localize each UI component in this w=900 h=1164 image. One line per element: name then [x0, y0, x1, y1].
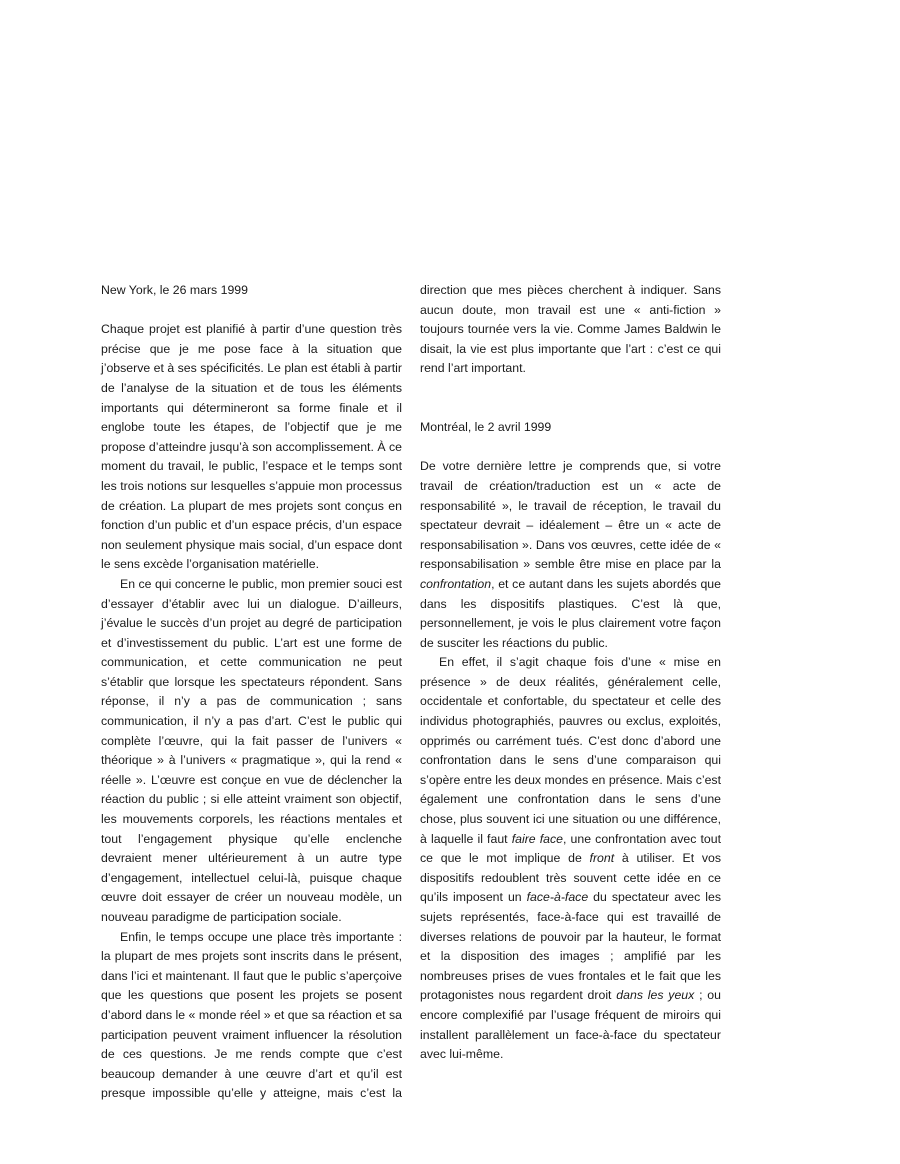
- letter2-p2-emphasis-3: face-à-face: [526, 890, 589, 905]
- letter2-p2-text-a: En effet, il s’agit chaque fois d’une « mise en présence » de deux réalités, généralement celle, occidentale et confortable, du spectateur et celle des individus photographiés, pauvres ou exclus, exploités, opprimés ou carrément tués. C’est donc d’abord une confrontation dans le sens d’une comparaison qui s’opère entre les deux mondes en présence. Mais c’est également une confrontation dans le sens d’une chose, plus souvent ici une situation ou une différence, à laquelle il faut: [420, 655, 721, 846]
- letter2-p2-emphasis-2: front: [589, 851, 615, 866]
- letter2-p2-emphasis-1: faire face: [511, 831, 563, 846]
- letter2-p2-emphasis-4: dans les yeux: [616, 988, 695, 1003]
- letter1-paragraph-2: En ce qui concerne le public, mon premier souci est d’essayer d’établir avec lui un dialogue. D’ailleurs, j’évalue le succès d’un projet au degré de participation et d’investissement du public. L’art est une forme de communication, et cette communication ne peut s’établir que lorsque les spectateurs répondent. Sans réponse, il n’y a pas de communication ; sans communication, il n’y a pas d’art. C’est le public qui complète l’œuvre, qui la fait passer de l’univers « théorique » à l’univers « pragmatique », qui la rend « réelle ». L’œuvre est conçue en vue de déclencher la réaction du public ; si elle atteint vraiment son objectif, les mouvements corporels, les réactions mentales et tout l’engagement physique qu’elle enclenche devraient mener ultérieurement à un autre type d’engagement, intellectuel celui-là, puisque chaque œuvre doit essayer de créer un nouveau modèle, un nouveau paradigme de participation sociale.: [101, 576, 402, 924]
- letter2-p2-text-d: du spectateur avec les sujets représentés, face-à-face qui est travaillé de diverses relations de pouvoir par la hauteur, le format et la disposition des images ; amplifié par les nombreuses prises de vues frontales et le fait que les protagonistes nous regardent droit: [420, 890, 721, 1003]
- letter1-paragraph-1: Chaque projet est planifié à partir d’une question très précise que je me pose face à la situation que j’observe et à ses spécificités. Le plan est établi à partir de l’analyse de la situation et de tous les éléments importants qui détermineront sa forme finale et il englobe toute les étapes, de l’objectif que je me propose d’atteindre jusqu’à son accomplissement. À ce moment du travail, le public, l’espace et le temps sont les trois notions sur lesquelles s’appuie mon processus de création. La plupart de mes projets sont conçus en fonction d’un public et d’un espace précis, d’un espace non seulement physique mais social, d’un espace dont le sens excède l’organisation matérielle.: [101, 322, 402, 572]
- letter2-p2-text-c: à utiliser. Et vos dispositifs redoublent très souvent cette idée en ce qu’ils imposent un: [420, 851, 722, 905]
- left-column: [101, 281, 402, 1104]
- letter2-p2-text-e: ; ou encore complexifié par l’usage fréquent de miroirs qui installent parallèlement un face-à-face du spectateur avec lui-même.: [420, 988, 721, 1062]
- letter2-p1-text-a: De votre dernière lettre je comprends que, si votre travail de création/traduction est un « acte de responsabilité », le travail de réception, le travail du spectateur devrait – idéalement – être un « acte de responsabilisation ». Dans vos œuvres, cette idée de « responsabilisation » semble être mise en place par la: [420, 459, 721, 572]
- letter1-paragraph-3: Enfin, le temps occupe une place très importante : la plupart de mes projets sont inscrits dans le présent, dans l’ici et maintenant. Il faut que le public s’aperçoive que les questions que posent les projets se posent d’abord dans le « monde réel » et que sa réaction et sa participation peuvent vraiment influencer la résolution de ces questions. Je me rends compte que c’est beaucoup demander à une œuvre d’art et qu’il est presque impossible qu’elle y atteigne, mais c’est la: [101, 929, 402, 1101]
- right-column-continuation: [420, 281, 721, 379]
- letter1-paragraph-3-continued: direction que mes pièces cherchent à indiquer. Sans aucun doute, mon travail est une « anti-fiction » toujours tournée vers la vie. Comme James Baldwin le disait, la vie est plus importante que l’art : c’est ce qui rend l’art important.: [420, 283, 721, 376]
- right-column: [420, 281, 721, 1065]
- letter2-paragraph-2: [420, 653, 721, 1064]
- letter2-p2-text-b: , une confrontation avec tout ce que le mot implique de: [420, 831, 722, 866]
- letter2-p1-emphasis: confrontation: [420, 576, 492, 591]
- section-spacer: [420, 379, 721, 418]
- letter2-dateline: Montréal, le 2 avril 1999: [420, 420, 552, 435]
- letter2-paragraph-1: [420, 457, 721, 653]
- letter1-dateline: New York, le 26 mars 1999: [101, 283, 248, 297]
- letter2-p1-text-b: , et ce autant dans les sujets abordés que dans les dispositifs plastiques. C’est là que, personnellement, je vois le plus clairement votre façon de susciter les réactions du public.: [420, 576, 721, 650]
